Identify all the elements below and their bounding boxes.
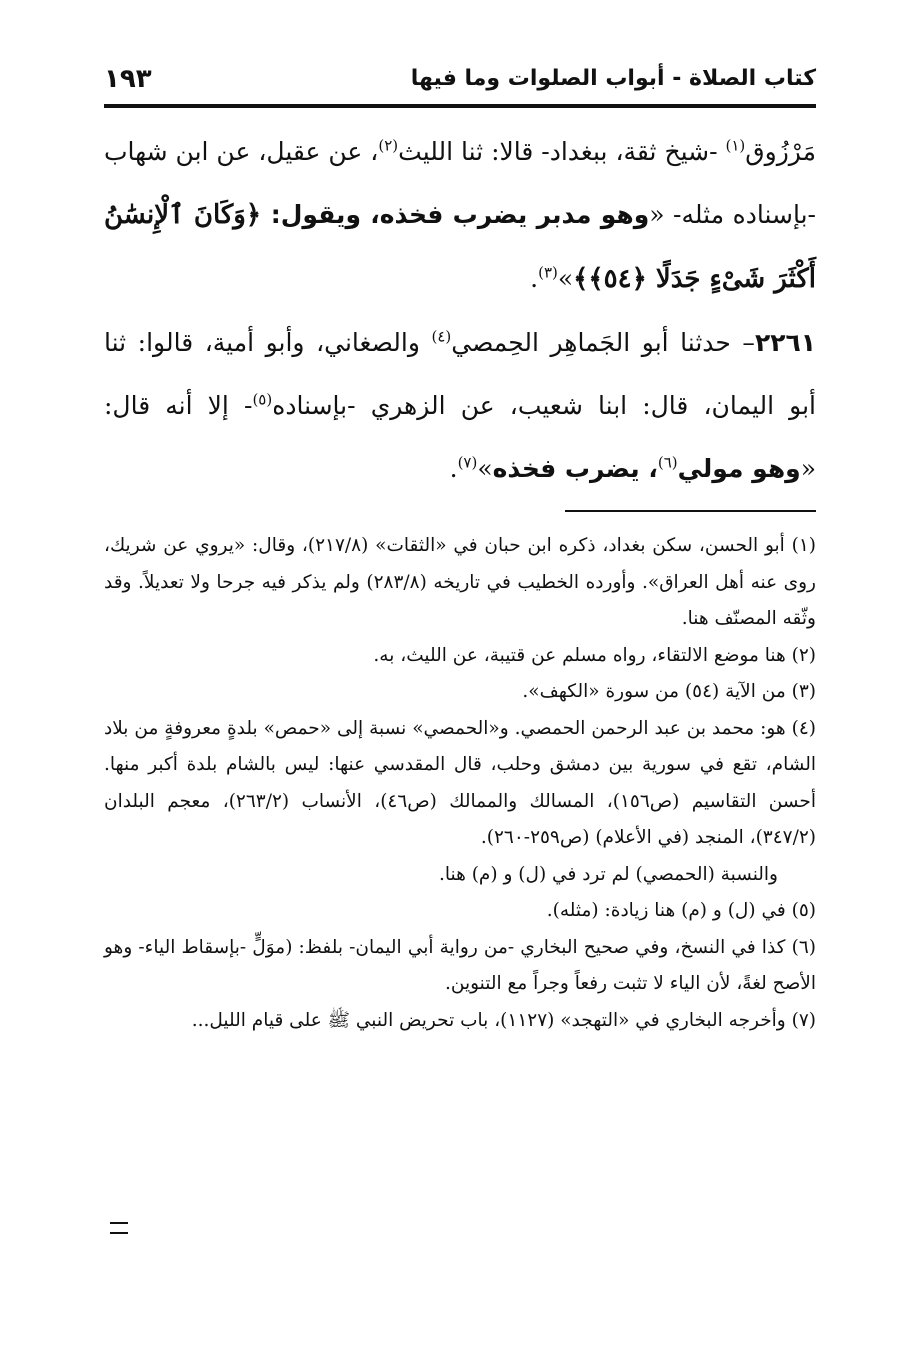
bold-phrase: وهو مولي <box>677 454 801 483</box>
text-run: -شيخ ثقة، ببغداد- قالا: ثنا الليث <box>398 137 726 166</box>
paragraph-hadith-2261 <box>104 311 816 500</box>
footnote-5: (٥) في (ل) و (م) هنا زيادة: (مثله). <box>546 900 816 921</box>
footnote-ref-7: (٧) <box>457 453 478 472</box>
running-title: كتاب الصلاة - أبواب الصلوات وما فيها <box>410 66 816 91</box>
footnote-ref-1: (١) <box>725 136 746 155</box>
footnote-ref-3: (٣) <box>538 263 558 282</box>
bold-phrase: ، يضرب فخذه <box>492 454 658 483</box>
footnote-3: (٣) من الآية (٥٤) من سورة «الكهف». <box>522 681 816 702</box>
footnote-4: (٤) هو: محمد بن عبد الرحمن الحمصي. و«الحمصي» نسبة إلى «حمص» بلدةٍ معروفةٍ من بلاد الشام، تقع في سورية بين دمشق وحلب، قال المقدسي عنها: ليس بالشام بلدة أكبر منها. أحسن التقاسيم (ص١٥٦)، المسالك والممالك (ص٤٦)، الأنساب (٢٦٣/٢)، معجم البلدان (٣٤٧/٢)، المنجد (في الأعلام) (ص٢٥٩-٢٦٠). <box>104 717 816 848</box>
continuation-mark <box>110 1222 128 1234</box>
footnotes <box>104 528 816 1039</box>
text-run: » <box>557 264 574 293</box>
hadith-number: ٢٢٦١ <box>754 328 816 357</box>
footnote-ref-5: (٥) <box>252 390 273 409</box>
page-number: ١٩٣ <box>104 64 152 94</box>
bold-phrase: وهو مدبر يضرب فخذه، ويقول: <box>270 200 650 229</box>
paragraph-hadith-continued <box>104 120 816 311</box>
text-run: . <box>530 264 539 293</box>
running-header <box>104 62 816 108</box>
footnote-ref-2: (٢) <box>378 136 399 155</box>
text-run: ، عن عقيل، عن ابن شهاب -بإسناده مثله- « <box>103 137 816 229</box>
footnote-separator <box>565 510 816 512</box>
text-run: . <box>449 454 458 483</box>
footnote-ref-4: (٤) <box>431 327 452 346</box>
footnote-6: (٦) كذا في النسخ، وفي صحيح البخاري -من رواية أبي اليمان- بلفظ: (موَلٍّ -بإسقاط الياء- وهو الأصح لغةً، لأن الياء لا تثبت رفعاً وجراً مع التنوين. <box>104 936 816 994</box>
main-text <box>104 120 816 500</box>
text-run: مَرْزُوق <box>745 137 816 166</box>
quran-verse: ﴿وَكَانَ ٱلْإِنسَٰنُ أَكْثَرَ شَىْءٍ جَدَلًا ﴿٥٤﴾﴾ <box>104 200 816 294</box>
footnote-1: (١) أبو الحسن، سكن بغداد، ذكره ابن حبان في «الثقات» (٢١٧/٨)، وقال: «يروي عن شريك، روى عنه أهل العراق». وأورده الخطيب في تاريخه (٢٨٣/٨) ولم يذكر فيه جرحا ولا تعديلاً. وقد وثّقه المصنّف هنا. <box>104 535 816 629</box>
text-run: – حدثنا أبو الجَماهِر الحِمصي <box>451 328 755 357</box>
footnote-2: (٢) هنا موضع الالتقاء، رواه مسلم عن قتيبة، عن الليث، به. <box>373 644 816 666</box>
text-run: » <box>477 454 493 483</box>
footnote-7: (٧) وأخرجه البخاري في «التهجد» (١١٢٧)، باب تحريض النبي ﷺ على قيام الليل... <box>191 1009 816 1031</box>
text-run: - إلا أنه قال: « <box>104 391 816 483</box>
footnote-4-continued <box>104 857 816 894</box>
text-run: والصغاني، وأبو أمية، قالوا: ثنا أبو اليمان، قال: ابنا شعيب، عن الزهري -بإسناده <box>104 328 816 420</box>
footnote-ref-6: (٦) <box>657 453 678 472</box>
footnote-4-note: والنسبة (الحمصي) لم ترد في (ل) و (م) هنا. <box>438 863 778 885</box>
